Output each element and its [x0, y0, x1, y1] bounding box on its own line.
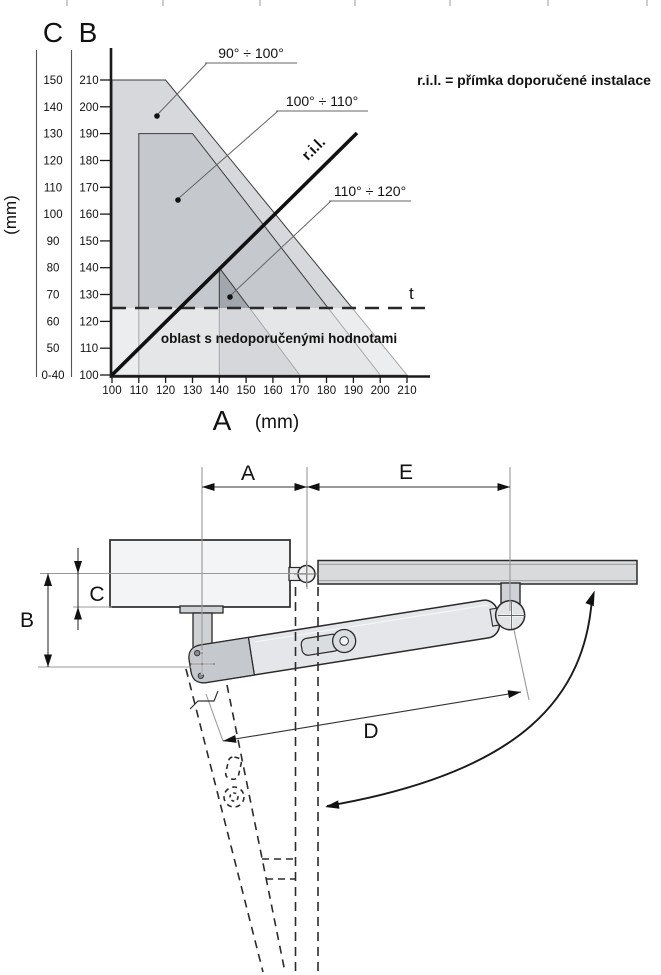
svg-text:190: 190	[79, 128, 99, 141]
svg-text:120: 120	[43, 155, 63, 168]
x-axis-labels	[102, 385, 416, 397]
svg-text:210: 210	[79, 75, 99, 87]
ghost-actuator	[186, 669, 285, 972]
x-axis-unit: (mm)	[254, 412, 300, 433]
operator-drawing	[20, 461, 637, 975]
svg-text:100: 100	[79, 370, 99, 382]
ghost-keyhole-head	[224, 787, 244, 807]
svg-text:140: 140	[79, 262, 99, 275]
svg-text:210: 210	[397, 385, 417, 397]
dim-e-label: E	[398, 461, 414, 484]
ril-line-label: r.i.l.	[298, 133, 330, 164]
svg-text:0-40: 0-40	[41, 370, 65, 382]
svg-text:160: 160	[79, 209, 99, 222]
b-column-header: B	[78, 17, 98, 48]
dimension-b	[20, 574, 52, 668]
x-axis-ticks	[112, 378, 407, 384]
nomogram-chart	[1, 17, 651, 436]
svg-text:80: 80	[46, 262, 60, 275]
svg-text:130: 130	[182, 385, 203, 397]
svg-text:150: 150	[236, 385, 256, 397]
svg-text:140: 140	[209, 385, 229, 397]
rear-screw-top	[194, 650, 200, 656]
svg-text:110: 110	[129, 385, 148, 397]
svg-text:160: 160	[263, 385, 283, 397]
svg-text:50: 50	[46, 343, 60, 356]
svg-text:120: 120	[79, 316, 99, 329]
svg-text:150: 150	[43, 75, 63, 87]
region-label-100-110: 100° ÷ 110°	[285, 93, 359, 109]
svg-text:190: 190	[343, 385, 363, 397]
svg-text:120: 120	[156, 385, 176, 397]
b-scale-labels	[79, 75, 98, 382]
svg-text:140: 140	[43, 101, 63, 114]
not-recommended-label: oblast s nedoporučenými hodnotami	[160, 331, 398, 346]
svg-text:90: 90	[46, 235, 60, 248]
page-edge-marks	[67, 0, 647, 6]
svg-text:200: 200	[370, 385, 390, 397]
svg-text:150: 150	[79, 235, 99, 248]
svg-text:100: 100	[43, 209, 63, 222]
region-label-110-120: 110° ÷ 120°	[333, 183, 407, 199]
dimension-d	[223, 690, 521, 743]
svg-text:110: 110	[43, 182, 63, 195]
c-column-header: C	[42, 17, 64, 48]
c-scale-labels	[41, 75, 64, 382]
svg-text:60: 60	[46, 316, 60, 329]
x-axis-letter: A	[212, 405, 232, 436]
svg-text:170: 170	[290, 385, 310, 397]
svg-text:180: 180	[316, 385, 337, 397]
region-label-90-100: 90° ÷ 100°	[218, 45, 284, 61]
svg-text:110: 110	[79, 343, 99, 356]
b-axis-ticks	[100, 80, 110, 375]
svg-text:200: 200	[79, 101, 99, 114]
gate-leaf	[318, 561, 637, 585]
svg-text:100: 100	[102, 385, 122, 397]
dim-b-label: B	[19, 609, 35, 632]
dimension-a-e	[202, 461, 510, 491]
svg-text:70: 70	[46, 289, 60, 302]
dim-a-label: A	[240, 462, 256, 485]
svg-text:180: 180	[79, 155, 99, 168]
ghost-keyhole-tail	[225, 756, 243, 780]
dim-c-label: C	[89, 583, 105, 606]
svg-text:130: 130	[43, 128, 63, 141]
ghost-keyhole-hole	[230, 793, 238, 801]
ril-legend: r.i.l. = přímka doporučené instalace	[417, 72, 651, 88]
dim-d-label: D	[363, 720, 379, 743]
y-axis-unit: (mm)	[1, 195, 20, 235]
dimension-c	[74, 548, 105, 630]
svg-text:130: 130	[79, 289, 99, 302]
svg-text:170: 170	[79, 182, 99, 195]
t-line-label: t	[409, 284, 414, 303]
ghost-gate-bracket	[262, 859, 295, 879]
